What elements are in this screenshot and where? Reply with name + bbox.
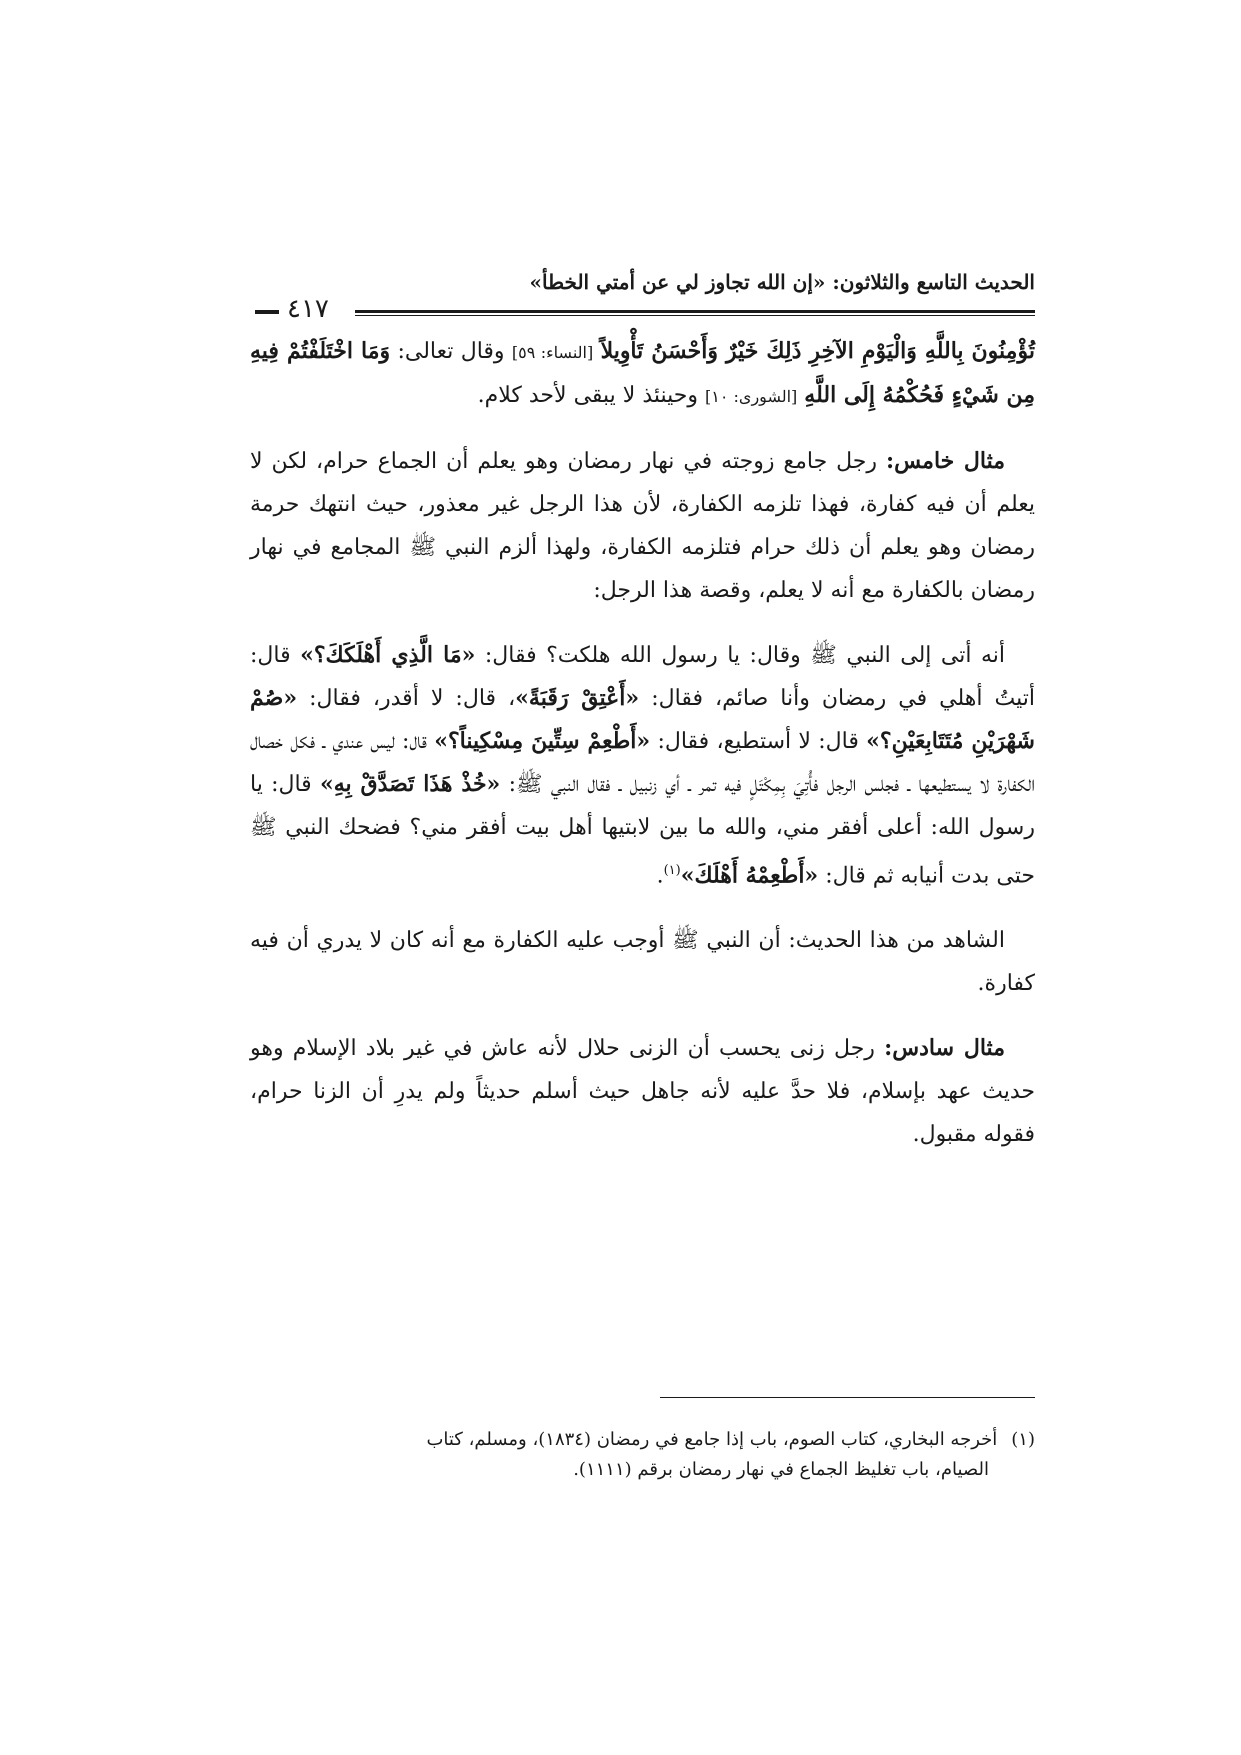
hadith-quote: «خُذْ هَذَا تَصَدَّقْ بِهِ» [319,771,501,797]
hadith-quote: «صُمْ شَهْرَيْنِ مُتَتَابِعَيْنِ؟» [250,685,1035,754]
header-rule [355,310,1035,313]
quran-reference-1: [النساء: ٥٩] [511,343,594,362]
hadith-quote: «أَعْتِقْ رَقَبَةً» [515,685,640,711]
paragraph-text: قال: يا رسول الله: أعلى أفقر مني، والله ما بين لابتيها أهل بيت أفقر مني؟ فضحك النبي ﷺ حتى بدت أنيابه ثم قال: [250,772,1035,889]
paragraph-text: أنه أتى إلى النبي ﷺ وقال: يا رسول الله هلكت؟ فقال: [484,643,1005,668]
footnote-number: (١) [1011,1429,1035,1450]
paragraph-text: رجل زنى يحسب أن الزنى حلال لأنه عاش في غير بلاد الإسلام وهو حديث عهد بإسلام، فلا حدَّ عليه لأنه جاهل حيث أسلم حديثاً ولم يدرِ أن الزنا حرام، فقوله مقبول. [250,1036,1035,1148]
header-left-bar [255,310,279,314]
footnote-separator [660,1397,1035,1398]
paragraph-text: رجل جامع زوجته في نهار رمضان وهو يعلم أن الجماع حرام، لكن لا يعلم أن فيه كفارة، فهذا تلزمه الكفارة، لأن هذا الرجل غير معذور، حيث انتهك حرمة رمضان وهو يعلم أن ذلك حرام فتلزمه الكفارة، ولهذا ألزم النبي ﷺ المجامع في نهار رمضان بالكفارة مع أنه لا يعلم، وقصة هذا الرجل: [250,449,1035,603]
running-header [255,270,1035,330]
hadith-quote: «أَطْعِمْ سِتِّينَ مِسْكِيناً؟» [434,728,651,754]
paragraph-text: قال: أتيتُ أهلي في رمضان وأنا صائم، فقال: [250,643,1035,711]
footnote-reference: (١) [663,863,681,878]
paragraph-text: وحينئذ لا يبقى لأحد كلام. [477,383,699,408]
paragraph-quran-citations [250,330,1035,418]
quran-verse-1: تُؤْمِنُونَ بِاللَّهِ وَالْيَوْمِ الآخِرِ ذَلِكَ خَيْرٌ وَأَحْسَنُ تَأْوِيلاً [600,338,1035,364]
hadith-quote: «أَطْعِمْهُ أَهْلَكَ» [680,862,819,889]
quran-reference-2: [الشورى: ١٠] [705,387,798,406]
paragraph-hadith-story [250,634,1035,897]
paragraph-text: الشاهد من هذا الحديث: أن النبي ﷺ أوجب عليه الكفارة مع أنه كان لا يدري أن فيه كفارة. [250,928,1035,997]
hadith-quote: «مَا الَّذِي أَهْلَكَكَ؟» [300,642,476,668]
paragraph-text: وقال تعالى: [397,339,505,364]
example-label: مثال خامس: [886,448,1006,474]
footnote-text: الصيام، باب تغليظ الجماع في نهار رمضان برقم (١١١١). [573,1459,989,1480]
paragraph-text: قال: ليس عندي ـ فكل خصال الكفارة لا يستطيعها ـ فجلس الرجل فأُتِيَ بِمِكْتَلٍ فيه تمر ـ أي زنبيل ـ فقال النبي ﷺ: [250,729,1035,797]
paragraph-text: ، قال: لا أقدر، فقال: [309,686,516,711]
page-number: ٤١٧ [287,294,329,324]
paragraph-text: قال: لا أستطيع، فقال: [657,729,859,754]
footnote [250,1425,1035,1485]
paragraph-evidence [250,919,1035,1005]
paragraph-example-six [250,1027,1035,1156]
header-title: الحديث التاسع والثلاثون: «إن الله تجاوز لي عن أمتي الخطأ» [529,270,1035,294]
footnote-text: أخرجه البخاري، كتاب الصوم، باب إذا جامع في رمضان (١٨٣٤)، ومسلم، كتاب [426,1429,998,1450]
paragraph-text: . [656,863,664,889]
example-label: مثال سادس: [884,1035,1005,1062]
main-text [250,330,1035,1156]
quran-verse-2: وَمَا اخْتَلَفْتُمْ فِيهِ مِن شَيْءٍ فَحُكْمُهُ إِلَى اللَّهِ [250,338,1035,408]
paragraph-example-five [250,440,1035,612]
